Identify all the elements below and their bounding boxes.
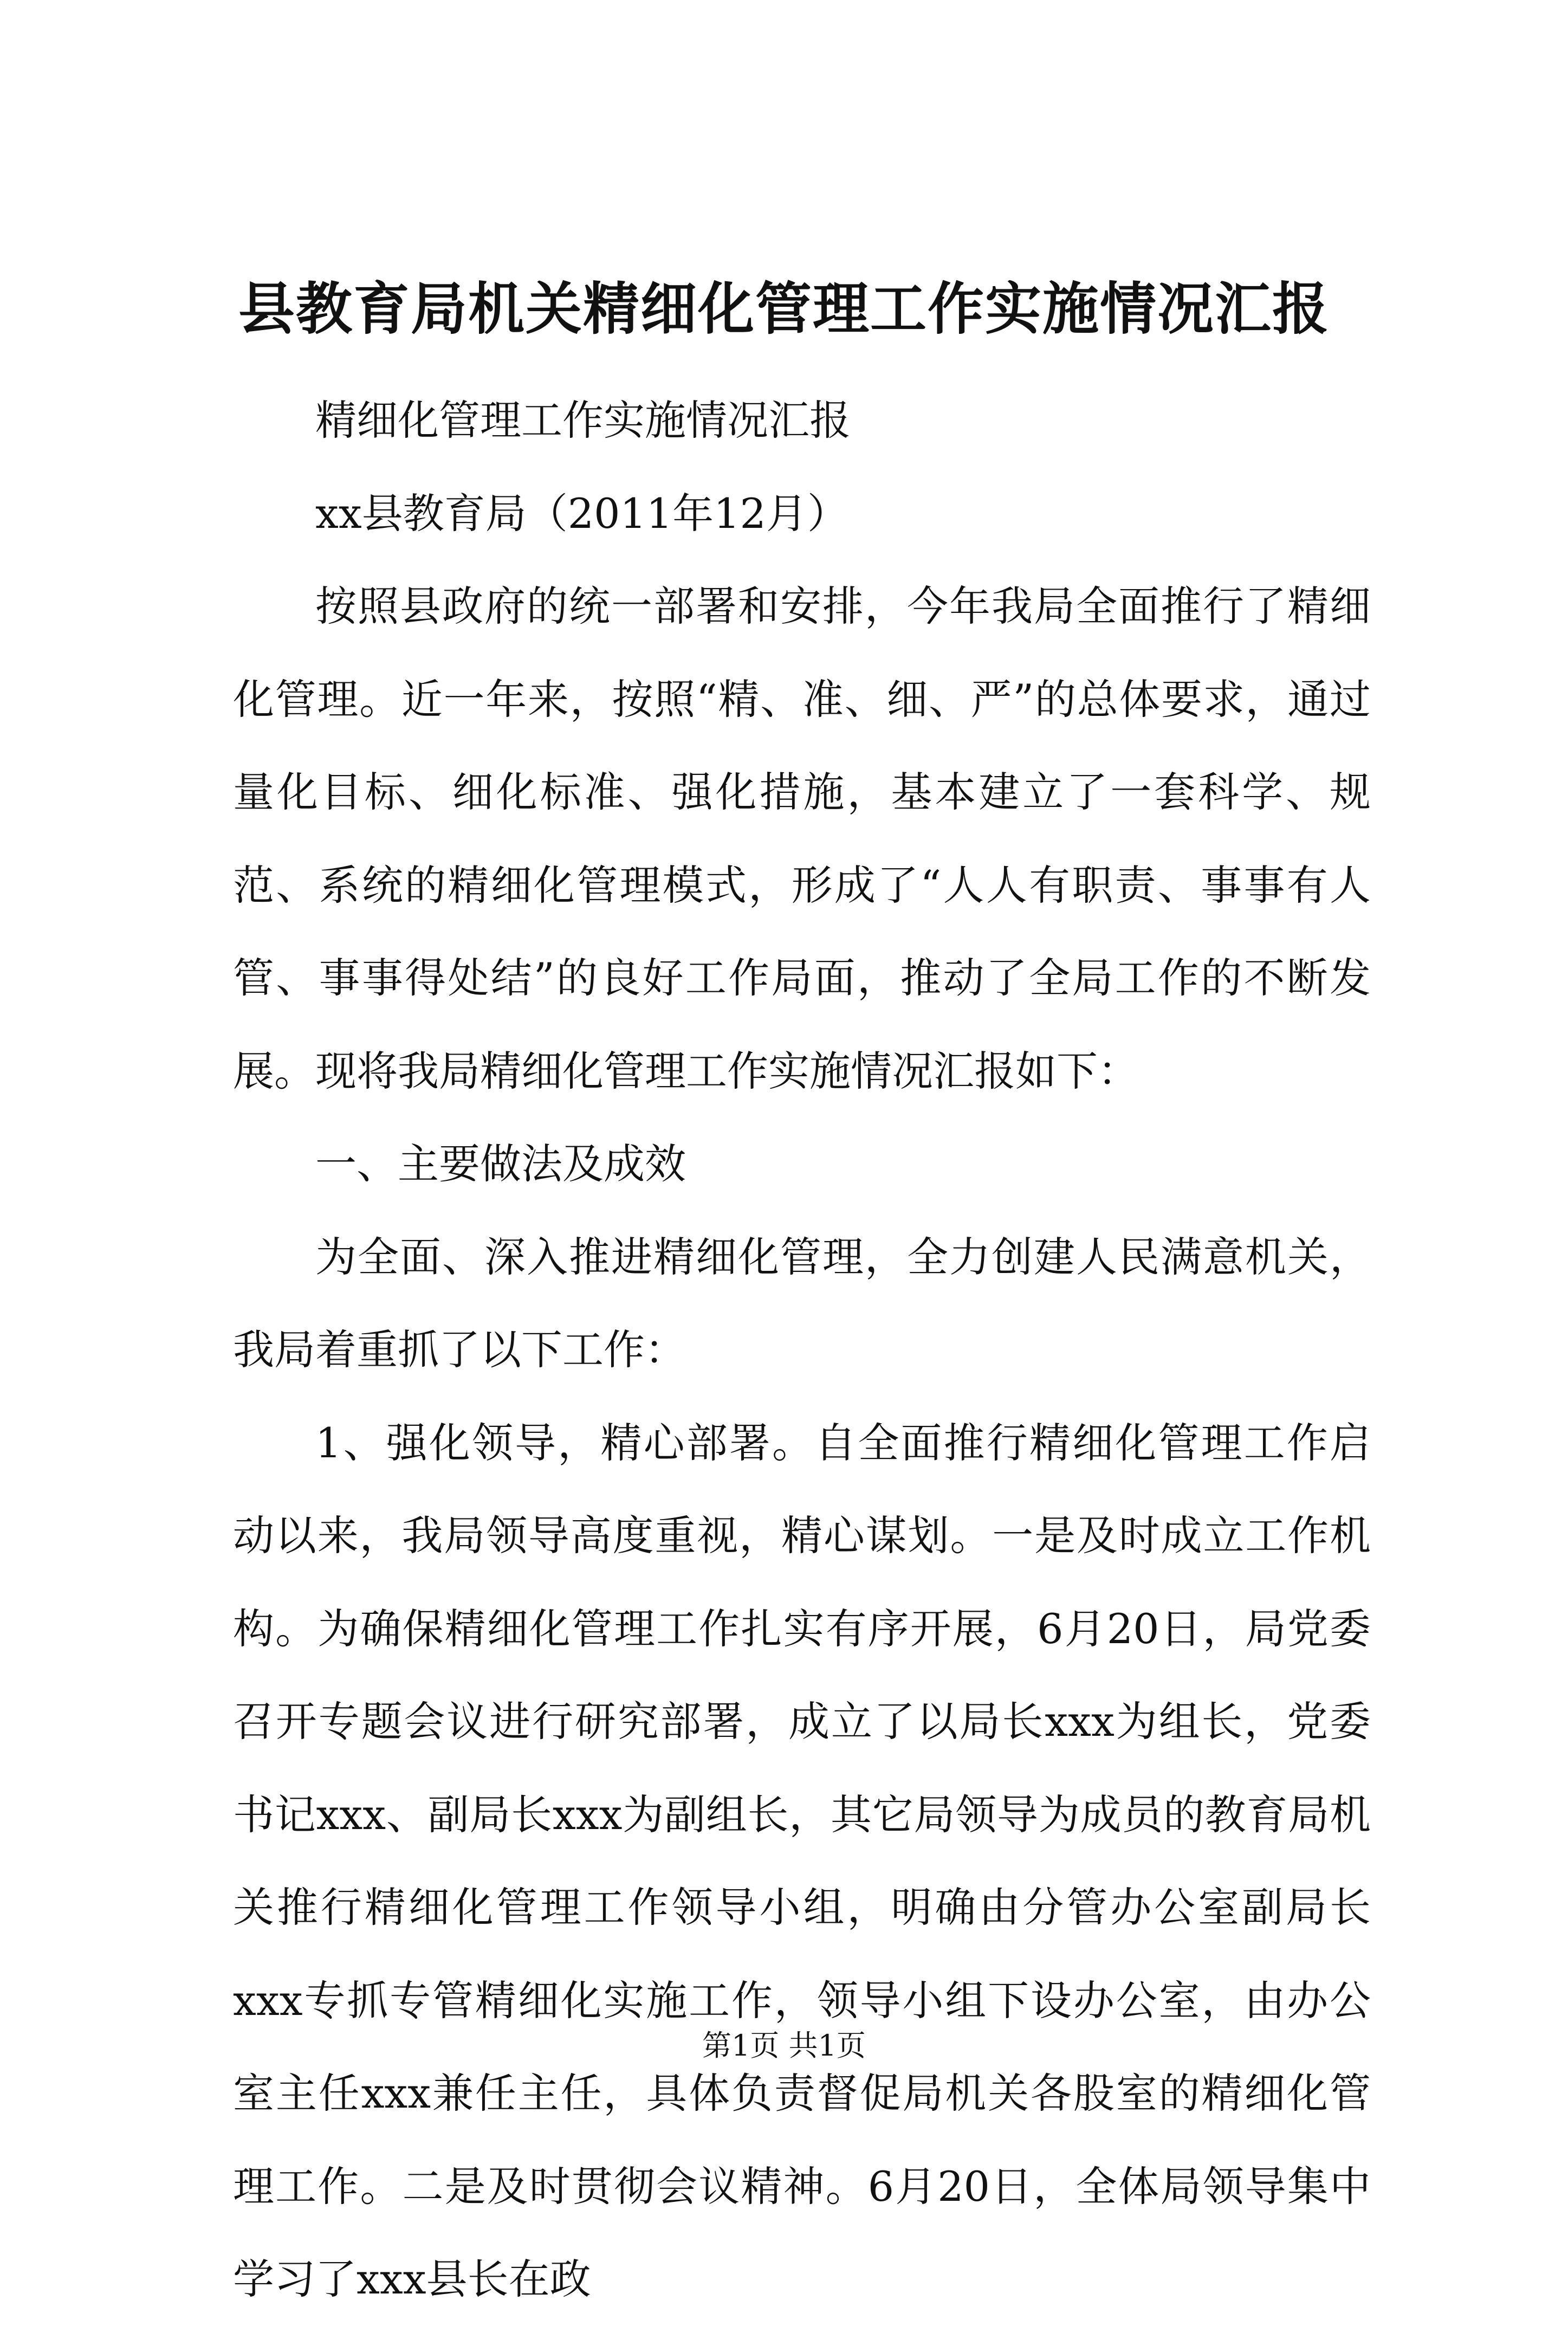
item-1-paragraph: 1、强化领导，精心部署。自全面推行精细化管理工作启动以来，我局领导高度重视，精心谋划。一是及时成立工作机构。为确保精细化管理工作扎实有序开展，6月20日，局党委召开专题会议进行研究部署，成立了以局长xxx为组长，党委书记xxx、副局长xxx为副组长，其它局领导为成员的教育局机关推行精细化管理工作领导小组，明确由分管办公室副局长xxx专抓专管精细化实施工作，领导小组下设办公室，由办公室主任xxx兼任主任，具体负责督促局机关各股室的精细化管理工作。二是及时贯彻会议精神。6月20日，全体局领导集中学习了xxx县长在政	[233, 1418, 1371, 2303]
page-footer: 第1页 共1页	[702, 2028, 866, 2063]
section-heading: 一、主要做法及成效	[315, 1140, 686, 1188]
author-date-paragraph: xx县教育局（2011年12月）	[315, 489, 848, 538]
intro-paragraph: 按照县政府的统一部署和安排，今年我局全面推行了精细化管理。近一年来，按照“精、准、细、严”的总体要求，通过量化目标、细化标准、强化措施，基本建立了一套科学、规范、系统的精细化管理模式，形成了“人人有职责、事事有人管、事事得处结”的良好工作局面，推动了全局工作的不断发展。现将我局精细化管理工作实施情况汇报如下：	[233, 582, 1371, 1095]
subtitle-paragraph: 精细化管理工作实施情况汇报	[315, 396, 851, 444]
document-title: 县教育局机关精细化管理工作实施情况汇报	[238, 275, 1330, 342]
section-intro-paragraph: 为全面、深入推进精细化管理，全力创建人民满意机关，我局着重抓了以下工作：	[233, 1232, 1371, 1374]
